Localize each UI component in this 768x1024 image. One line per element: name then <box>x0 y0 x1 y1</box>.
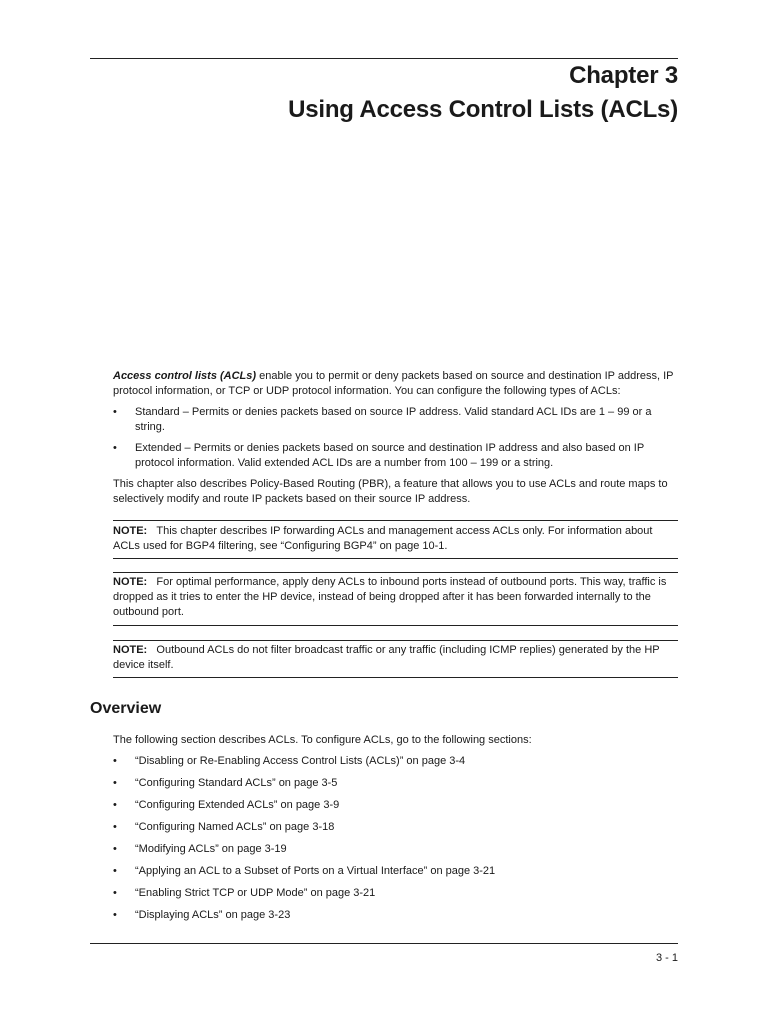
bullet-icon: • <box>113 865 117 877</box>
note-rule-bottom <box>113 625 678 626</box>
bullet-icon: • <box>113 909 117 921</box>
section-heading-overview: Overview <box>90 700 162 717</box>
acl-type-standard: Standard – Permits or denies packets based on source IP address. Valid standard ACL IDs are 1 – 99 or a string. <box>135 406 652 433</box>
pbr-paragraph: This chapter also describes Policy-Based Routing (PBR), a feature that allows you to use ACLs and route maps to selectively modify and route IP packets based on their source IP address. <box>113 478 668 505</box>
bullet-icon: • <box>113 887 117 899</box>
section-link[interactable]: “Disabling or Re-Enabling Access Control Lists (ACLs)” on page 3-4 <box>135 755 466 767</box>
section-link[interactable]: “Displaying ACLs” on page 3-23 <box>135 909 291 921</box>
chapter-label: Chapter 3 <box>569 62 678 89</box>
chapter-title: Using Access Control Lists (ACLs) <box>288 96 678 123</box>
intro-lead-term: Access control lists (ACLs) <box>113 370 257 382</box>
acl-type-extended: Extended – Permits or denies packets based on source and destination IP address and also based on IP protocol information. Valid extended ACL IDs are a number from 100 – 199 or a string. <box>135 442 644 469</box>
note-box <box>113 575 678 620</box>
section-link[interactable]: “Configuring Standard ACLs” on page 3-5 <box>135 777 338 789</box>
note-box <box>113 643 678 673</box>
note-text: For optimal performance, apply deny ACLs to inbound ports instead of outbound ports. This way, traffic is dropped as it tries to enter the HP device, instead of being dropped after it has been forwarded internally to the outbound port. <box>113 576 667 618</box>
note-text: This chapter describes IP forwarding ACLs and management access ACLs only. For information about ACLs used for BGP4 filtering, see “Configuring BGP4” on page 10-1. <box>113 525 653 552</box>
bullet-icon: • <box>113 821 117 833</box>
footer-rule <box>90 943 678 944</box>
note-box <box>113 524 678 554</box>
note-rule-top <box>113 572 678 573</box>
header-rule <box>90 58 678 59</box>
bullet-icon: • <box>113 843 117 855</box>
note-rule-bottom <box>113 558 678 559</box>
section-link[interactable]: “Configuring Extended ACLs” on page 3-9 <box>135 799 340 811</box>
section-link[interactable]: “Applying an ACL to a Subset of Ports on a Virtual Interface” on page 3-21 <box>135 865 496 877</box>
intro-paragraph <box>113 369 678 399</box>
page-number: 3 - 1 <box>655 952 678 964</box>
note-text: Outbound ACLs do not filter broadcast traffic or any traffic (including ICMP replies) generated by the HP device itself. <box>113 644 660 671</box>
bullet-icon: • <box>113 777 117 789</box>
section-link[interactable]: “Enabling Strict TCP or UDP Mode” on page 3-21 <box>135 887 376 899</box>
note-rule-top <box>113 640 678 641</box>
section-link[interactable]: “Modifying ACLs” on page 3-19 <box>135 843 287 855</box>
overview-intro: The following section describes ACLs. To configure ACLs, go to the following sections: <box>113 734 532 746</box>
note-label: NOTE: <box>113 644 148 656</box>
bullet-icon: • <box>113 799 117 811</box>
note-rule-top <box>113 520 678 521</box>
section-link[interactable]: “Configuring Named ACLs” on page 3-18 <box>135 821 335 833</box>
bullet-icon: • <box>113 442 117 454</box>
note-label: NOTE: <box>113 525 148 537</box>
bullet-icon: • <box>113 755 117 767</box>
bullet-icon: • <box>113 406 117 418</box>
intro-lead-rest: enable you to permit or deny packets based on source and destination IP address, IP protocol information, or TCP or UDP protocol information. You can configure the following types of ACLs: <box>113 370 674 397</box>
note-rule-bottom <box>113 677 678 678</box>
note-label: NOTE: <box>113 576 148 588</box>
